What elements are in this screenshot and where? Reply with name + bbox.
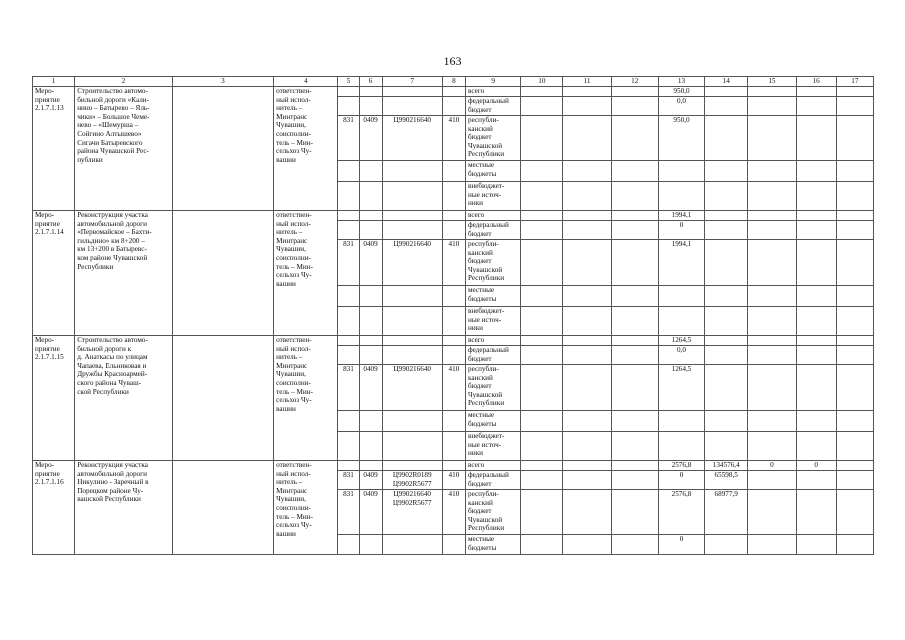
grbs-cell bbox=[338, 97, 359, 116]
funding-source-cell: республи- канский бюджет Чувашской Республики bbox=[466, 116, 521, 161]
value-cell bbox=[705, 432, 748, 461]
target-article-cell bbox=[382, 535, 442, 555]
grbs-cell bbox=[338, 461, 359, 471]
value-cell bbox=[748, 221, 796, 240]
table-row bbox=[33, 87, 874, 97]
section-cell: 0409 bbox=[359, 240, 382, 286]
value-cell: 0 bbox=[796, 461, 836, 471]
value-cell bbox=[563, 286, 611, 307]
expense-group-cell bbox=[442, 346, 465, 365]
value-cell bbox=[748, 161, 796, 182]
value-cell bbox=[748, 211, 796, 221]
value-cell bbox=[521, 471, 563, 490]
value-cell: 0,0 bbox=[658, 346, 704, 365]
value-cell bbox=[611, 432, 658, 461]
measure-name-cell: Строительство автомо- бильной дороги к д. Анаткасы по улицам Чапаева, Ельниковая и Дружбы Красноармей- ского района Чуваш- ской Республики bbox=[75, 336, 172, 461]
expense-group-cell bbox=[442, 211, 465, 221]
column-header: 9 bbox=[466, 77, 521, 87]
table-row bbox=[33, 211, 874, 221]
grbs-cell bbox=[338, 535, 359, 555]
value-cell: 2576,8 bbox=[658, 461, 704, 471]
funding-source-cell: внебюджет- ные источ- ники bbox=[466, 307, 521, 336]
value-cell bbox=[796, 471, 836, 490]
value-cell bbox=[658, 432, 704, 461]
value-cell bbox=[521, 211, 563, 221]
column-header: 16 bbox=[796, 77, 836, 87]
value-cell bbox=[836, 365, 873, 411]
expense-group-cell bbox=[442, 535, 465, 555]
value-cell bbox=[836, 490, 873, 535]
grbs-cell bbox=[338, 336, 359, 346]
value-cell bbox=[748, 336, 796, 346]
value-cell bbox=[836, 471, 873, 490]
table-row bbox=[33, 336, 874, 346]
column-header: 1 bbox=[33, 77, 75, 87]
value-cell bbox=[521, 161, 563, 182]
value-cell bbox=[521, 182, 563, 211]
grbs-cell: 831 bbox=[338, 116, 359, 161]
value-cell bbox=[705, 336, 748, 346]
responsible-cell: ответствен- ный испол- нитель – Минтранс Чувашии, соисполни- тель – Мин- сельхоз Чу- вашии bbox=[274, 87, 338, 211]
value-cell bbox=[658, 161, 704, 182]
value-cell bbox=[796, 490, 836, 535]
value-cell bbox=[563, 336, 611, 346]
section-cell bbox=[359, 211, 382, 221]
value-cell bbox=[796, 307, 836, 336]
section-cell bbox=[359, 87, 382, 97]
value-cell bbox=[836, 535, 873, 555]
grbs-cell bbox=[338, 161, 359, 182]
value-cell bbox=[796, 240, 836, 286]
value-cell bbox=[796, 535, 836, 555]
funding-source-cell: республи- канский бюджет Чувашской Республики bbox=[466, 490, 521, 535]
measure-cell: Меро- приятие 2.1.7.1.15 bbox=[33, 336, 75, 461]
section-cell bbox=[359, 346, 382, 365]
section-cell bbox=[359, 221, 382, 240]
measure-name-cell: Реконструкция участка автомобильной дороги Никулино - Заречный в Порецком районе Чу- вашской Республики bbox=[75, 461, 172, 555]
value-cell bbox=[563, 471, 611, 490]
target-article-cell bbox=[382, 97, 442, 116]
target-article-cell: Ц990216640 bbox=[382, 116, 442, 161]
section-cell bbox=[359, 307, 382, 336]
value-cell bbox=[705, 240, 748, 286]
grbs-cell bbox=[338, 221, 359, 240]
value-cell bbox=[796, 182, 836, 211]
value-cell bbox=[705, 182, 748, 211]
expense-group-cell bbox=[442, 221, 465, 240]
value-cell bbox=[748, 471, 796, 490]
expense-group-cell bbox=[442, 182, 465, 211]
value-cell bbox=[705, 346, 748, 365]
value-cell bbox=[611, 211, 658, 221]
value-cell bbox=[796, 336, 836, 346]
value-cell bbox=[705, 116, 748, 161]
funding-source-cell: внебюджет- ные источ- ники bbox=[466, 182, 521, 211]
funding-source-cell: всего bbox=[466, 87, 521, 97]
target-article-cell: Ц990216640 bbox=[382, 240, 442, 286]
value-cell bbox=[563, 87, 611, 97]
value-cell bbox=[521, 411, 563, 432]
value-cell bbox=[611, 461, 658, 471]
value-cell bbox=[836, 211, 873, 221]
value-cell bbox=[748, 97, 796, 116]
value-cell bbox=[705, 211, 748, 221]
value-cell bbox=[611, 97, 658, 116]
value-cell: 1264,5 bbox=[658, 365, 704, 411]
value-cell bbox=[748, 307, 796, 336]
value-cell bbox=[563, 307, 611, 336]
column-header: 15 bbox=[748, 77, 796, 87]
value-cell bbox=[836, 97, 873, 116]
column-header: 17 bbox=[836, 77, 873, 87]
column-header: 8 bbox=[442, 77, 465, 87]
value-cell bbox=[563, 116, 611, 161]
value-cell bbox=[521, 307, 563, 336]
expense-group-cell bbox=[442, 286, 465, 307]
value-cell bbox=[521, 461, 563, 471]
target-article-cell bbox=[382, 336, 442, 346]
value-cell bbox=[705, 87, 748, 97]
section-cell bbox=[359, 432, 382, 461]
funding-source-cell: федеральный бюджет bbox=[466, 221, 521, 240]
funding-source-cell: федеральный бюджет bbox=[466, 97, 521, 116]
target-article-cell: Ц990216640 Ц9902R5677 bbox=[382, 490, 442, 535]
expense-group-cell: 410 bbox=[442, 116, 465, 161]
target-article-cell bbox=[382, 221, 442, 240]
value-cell: 68977,9 bbox=[705, 490, 748, 535]
value-cell bbox=[611, 471, 658, 490]
target-article-cell bbox=[382, 411, 442, 432]
value-cell: 950,0 bbox=[658, 87, 704, 97]
page-number: 163 bbox=[443, 54, 462, 68]
value-cell bbox=[748, 365, 796, 411]
value-cell bbox=[611, 307, 658, 336]
value-cell bbox=[521, 432, 563, 461]
grbs-cell bbox=[338, 346, 359, 365]
value-cell bbox=[611, 346, 658, 365]
value-cell bbox=[748, 411, 796, 432]
expense-group-cell bbox=[442, 336, 465, 346]
value-cell bbox=[611, 490, 658, 535]
value-cell: 950,0 bbox=[658, 116, 704, 161]
value-cell: 0 bbox=[748, 461, 796, 471]
value-cell bbox=[563, 365, 611, 411]
column-header: 6 bbox=[359, 77, 382, 87]
expense-group-cell: 410 bbox=[442, 240, 465, 286]
value-cell bbox=[563, 346, 611, 365]
section-cell bbox=[359, 336, 382, 346]
expense-group-cell bbox=[442, 461, 465, 471]
budget-table bbox=[32, 76, 874, 555]
value-cell bbox=[611, 87, 658, 97]
value-cell bbox=[521, 490, 563, 535]
value-cell bbox=[796, 411, 836, 432]
value-cell bbox=[748, 346, 796, 365]
column-header: 2 bbox=[75, 77, 172, 87]
measure-cell: Меро- приятие 2.1.7.1.13 bbox=[33, 87, 75, 211]
funding-source-cell: республи- канский бюджет Чувашской Республики bbox=[466, 365, 521, 411]
empty-cell bbox=[172, 211, 273, 336]
grbs-cell bbox=[338, 182, 359, 211]
grbs-cell bbox=[338, 307, 359, 336]
value-cell bbox=[563, 461, 611, 471]
value-cell bbox=[563, 182, 611, 211]
section-cell bbox=[359, 97, 382, 116]
value-cell bbox=[796, 432, 836, 461]
section-cell: 0409 bbox=[359, 365, 382, 411]
table-row bbox=[33, 461, 874, 471]
empty-cell bbox=[172, 336, 273, 461]
column-header: 11 bbox=[563, 77, 611, 87]
value-cell bbox=[611, 116, 658, 161]
empty-cell bbox=[172, 87, 273, 211]
section-cell bbox=[359, 161, 382, 182]
value-cell bbox=[563, 240, 611, 286]
value-cell bbox=[611, 161, 658, 182]
grbs-cell bbox=[338, 411, 359, 432]
value-cell bbox=[705, 535, 748, 555]
value-cell bbox=[705, 97, 748, 116]
section-cell bbox=[359, 535, 382, 555]
column-header: 10 bbox=[521, 77, 563, 87]
value-cell bbox=[521, 87, 563, 97]
value-cell bbox=[836, 346, 873, 365]
value-cell bbox=[563, 411, 611, 432]
value-cell bbox=[748, 286, 796, 307]
target-article-cell bbox=[382, 307, 442, 336]
funding-source-cell: всего bbox=[466, 461, 521, 471]
target-article-cell bbox=[382, 161, 442, 182]
value-cell bbox=[796, 211, 836, 221]
value-cell: 2576,8 bbox=[658, 490, 704, 535]
section-cell: 0409 bbox=[359, 116, 382, 161]
value-cell: 1264,5 bbox=[658, 336, 704, 346]
value-cell: 65598,5 bbox=[705, 471, 748, 490]
expense-group-cell bbox=[442, 432, 465, 461]
empty-cell bbox=[172, 461, 273, 555]
value-cell bbox=[836, 182, 873, 211]
column-header: 13 bbox=[658, 77, 704, 87]
value-cell: 1994,1 bbox=[658, 240, 704, 286]
header-row bbox=[33, 77, 874, 87]
value-cell: 0 bbox=[658, 535, 704, 555]
expense-group-cell bbox=[442, 161, 465, 182]
value-cell: 0 bbox=[658, 471, 704, 490]
grbs-cell bbox=[338, 286, 359, 307]
value-cell bbox=[705, 365, 748, 411]
column-header: 5 bbox=[338, 77, 359, 87]
responsible-cell: ответствен- ный испол- нитель – Минтранс Чувашии, соисполни- тель – Мин- сельхоз Чу- вашии bbox=[274, 461, 338, 555]
value-cell bbox=[521, 535, 563, 555]
value-cell bbox=[521, 116, 563, 161]
value-cell bbox=[563, 211, 611, 221]
value-cell bbox=[705, 307, 748, 336]
value-cell bbox=[796, 286, 836, 307]
grbs-cell bbox=[338, 211, 359, 221]
value-cell bbox=[796, 87, 836, 97]
measure-name-cell: Строительство автомо- бильной дороги «Кали- нино – Батырево – Яль- чики» – Большое Чеме- нево – «Шемурша – Сойгино Алтышево» Сигачи Батыревского района Чувашской Рес- публики bbox=[75, 87, 172, 211]
value-cell bbox=[748, 535, 796, 555]
column-header: 7 bbox=[382, 77, 442, 87]
value-cell bbox=[705, 221, 748, 240]
value-cell bbox=[658, 286, 704, 307]
value-cell bbox=[521, 365, 563, 411]
funding-source-cell: местные бюджеты bbox=[466, 411, 521, 432]
value-cell bbox=[836, 411, 873, 432]
value-cell bbox=[705, 161, 748, 182]
value-cell bbox=[611, 365, 658, 411]
value-cell bbox=[836, 240, 873, 286]
section-cell bbox=[359, 411, 382, 432]
expense-group-cell: 410 bbox=[442, 471, 465, 490]
grbs-cell: 831 bbox=[338, 471, 359, 490]
value-cell bbox=[658, 411, 704, 432]
value-cell bbox=[705, 411, 748, 432]
value-cell bbox=[611, 286, 658, 307]
value-cell bbox=[748, 432, 796, 461]
value-cell bbox=[748, 116, 796, 161]
value-cell bbox=[796, 116, 836, 161]
value-cell bbox=[796, 221, 836, 240]
value-cell bbox=[836, 87, 873, 97]
value-cell bbox=[563, 97, 611, 116]
value-cell bbox=[611, 535, 658, 555]
expense-group-cell: 410 bbox=[442, 490, 465, 535]
column-header: 3 bbox=[172, 77, 273, 87]
value-cell bbox=[705, 286, 748, 307]
value-cell bbox=[748, 240, 796, 286]
section-cell bbox=[359, 461, 382, 471]
measure-cell: Меро- приятие 2.1.7.1.14 bbox=[33, 211, 75, 336]
funding-source-cell: местные бюджеты bbox=[466, 161, 521, 182]
value-cell bbox=[836, 461, 873, 471]
target-article-cell bbox=[382, 211, 442, 221]
value-cell bbox=[611, 182, 658, 211]
measure-cell: Меро- приятие 2.1.7.1.16 bbox=[33, 461, 75, 555]
section-cell bbox=[359, 286, 382, 307]
value-cell bbox=[611, 221, 658, 240]
value-cell bbox=[521, 286, 563, 307]
funding-source-cell: республи- канский бюджет Чувашской Республики bbox=[466, 240, 521, 286]
value-cell bbox=[796, 161, 836, 182]
section-cell: 0409 bbox=[359, 471, 382, 490]
expense-group-cell bbox=[442, 97, 465, 116]
funding-source-cell: местные бюджеты bbox=[466, 286, 521, 307]
funding-source-cell: местные бюджеты bbox=[466, 535, 521, 555]
grbs-cell bbox=[338, 432, 359, 461]
target-article-cell bbox=[382, 432, 442, 461]
value-cell bbox=[563, 490, 611, 535]
target-article-cell: Ц990216640 bbox=[382, 365, 442, 411]
value-cell bbox=[611, 336, 658, 346]
value-cell: 0,0 bbox=[658, 97, 704, 116]
value-cell: 1994,1 bbox=[658, 211, 704, 221]
target-article-cell bbox=[382, 286, 442, 307]
section-cell: 0409 bbox=[359, 490, 382, 535]
value-cell bbox=[611, 411, 658, 432]
value-cell bbox=[748, 182, 796, 211]
value-cell bbox=[658, 307, 704, 336]
value-cell bbox=[836, 116, 873, 161]
value-cell bbox=[658, 182, 704, 211]
value-cell bbox=[521, 221, 563, 240]
value-cell bbox=[836, 221, 873, 240]
value-cell bbox=[563, 161, 611, 182]
value-cell bbox=[836, 432, 873, 461]
value-cell bbox=[836, 336, 873, 346]
responsible-cell: ответствен- ный испол- нитель – Минтранс Чувашии, соисполни- тель – Мин- сельхоз Чу- вашии bbox=[274, 336, 338, 461]
column-header: 14 bbox=[705, 77, 748, 87]
grbs-cell: 831 bbox=[338, 490, 359, 535]
funding-source-cell: внебюджет- ные источ- ники bbox=[466, 432, 521, 461]
target-article-cell bbox=[382, 346, 442, 365]
value-cell bbox=[521, 240, 563, 286]
value-cell bbox=[796, 97, 836, 116]
value-cell bbox=[836, 286, 873, 307]
grbs-cell: 831 bbox=[338, 365, 359, 411]
funding-source-cell: федеральный бюджет bbox=[466, 346, 521, 365]
target-article-cell bbox=[382, 87, 442, 97]
expense-group-cell bbox=[442, 87, 465, 97]
value-cell bbox=[563, 535, 611, 555]
value-cell bbox=[521, 346, 563, 365]
section-cell bbox=[359, 182, 382, 211]
value-cell bbox=[796, 346, 836, 365]
funding-source-cell: всего bbox=[466, 211, 521, 221]
value-cell bbox=[836, 161, 873, 182]
grbs-cell bbox=[338, 87, 359, 97]
target-article-cell: Ц9902R0189 Ц9902R5677 bbox=[382, 471, 442, 490]
value-cell bbox=[563, 432, 611, 461]
expense-group-cell bbox=[442, 411, 465, 432]
value-cell bbox=[796, 365, 836, 411]
value-cell bbox=[748, 490, 796, 535]
responsible-cell: ответствен- ный испол- нитель – Минтранс Чувашии, соисполни- тель – Мин- сельхоз Чу- вашии bbox=[274, 211, 338, 336]
value-cell: 134576,4 bbox=[705, 461, 748, 471]
value-cell bbox=[521, 97, 563, 116]
expense-group-cell bbox=[442, 307, 465, 336]
grbs-cell: 831 bbox=[338, 240, 359, 286]
value-cell bbox=[521, 336, 563, 346]
measure-name-cell: Реконструкция участка автомобильной дороги «Первомайское – Бахти- гильдино» км 8+200 – км 13+200 в Батыревс- ком районе Чувашской Республики bbox=[75, 211, 172, 336]
funding-source-cell: федеральный бюджет bbox=[466, 471, 521, 490]
target-article-cell bbox=[382, 182, 442, 211]
expense-group-cell: 410 bbox=[442, 365, 465, 411]
value-cell: 0 bbox=[658, 221, 704, 240]
value-cell bbox=[748, 87, 796, 97]
target-article-cell bbox=[382, 461, 442, 471]
column-header: 12 bbox=[611, 77, 658, 87]
value-cell bbox=[836, 307, 873, 336]
funding-source-cell: всего bbox=[466, 336, 521, 346]
value-cell bbox=[563, 221, 611, 240]
column-header: 4 bbox=[274, 77, 338, 87]
value-cell bbox=[611, 240, 658, 286]
